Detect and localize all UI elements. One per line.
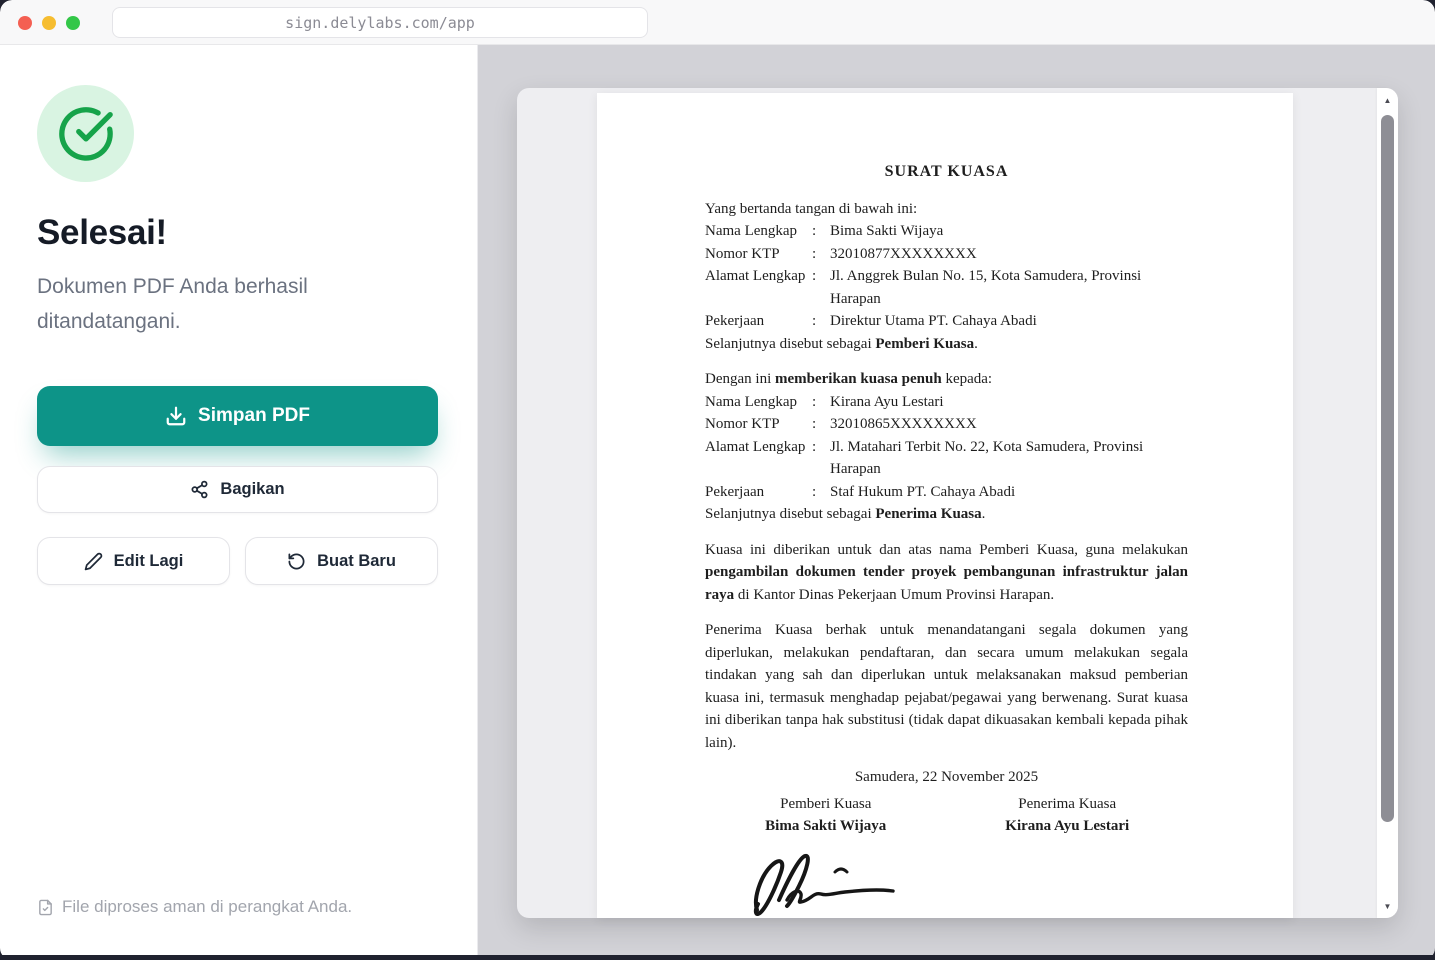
- party1-closing: Selanjutnya disebut sebagai Pemberi Kuasa.: [705, 335, 978, 352]
- row-colon: :: [812, 416, 817, 432]
- table-row: [705, 265, 1188, 310]
- row-value: Jl. Anggrek Bulan No. 15, Kota Samudera, Provinsi Harapan: [830, 268, 1142, 307]
- row-value: Staf Hukum PT. Cahaya Abadi: [830, 483, 1016, 500]
- scroll-up-icon[interactable]: ▲: [1383, 95, 1392, 105]
- date-line: Samudera, 22 November 2025: [854, 769, 1039, 785]
- table-row: [705, 243, 1188, 266]
- table-row: [705, 220, 1188, 243]
- row-label: Alamat Lengkap: [705, 268, 806, 284]
- maximize-window-button[interactable]: [66, 16, 80, 30]
- window-controls: [18, 16, 80, 30]
- authority-paragraph: Penerima Kuasa berhak untuk menandatangani segala dokumen yang diperlukan, melakukan pendaftaran, dan secara umum melakukan segala tindakan yang sah dan diperlukan untuk melaksanakan maksud pemberian kuasa ini, termasuk menghadap pejabat/pegawai yang berwenang. Surat kuasa ini diberikan tanpa hak substitusi (tidak dapat dikuasakan kembali kepada pihak lain).: [705, 622, 1188, 751]
- row-colon: :: [812, 245, 817, 262]
- secondary-actions: [37, 537, 438, 585]
- party2-closing: Selanjutnya disebut sebagai Penerima Kuasa.: [705, 506, 986, 522]
- close-window-button[interactable]: [18, 16, 32, 30]
- table-row: [705, 436, 1188, 481]
- row-label: Alamat Lengkap: [705, 438, 806, 455]
- download-icon: [165, 405, 187, 427]
- purpose-paragraph: Kuasa ini diberikan untuk dan atas nama Pemberi Kuasa, guna melakukan pengambilan dokumen tender proyek pembangunan infrastruktur jalan raya di Kantor Dinas Pekerjaan Umum Provinsi Harapan.: [705, 541, 1188, 603]
- rotate-ccw-icon: [287, 552, 306, 571]
- pencil-icon: [84, 552, 103, 571]
- table-row: [705, 413, 1188, 436]
- row-value: 32010877XXXXXXXX: [830, 245, 977, 262]
- row-label: Nomor KTP: [705, 416, 780, 432]
- share-label: Bagikan: [220, 480, 285, 498]
- signature-name: Kirana Ayu Lestari: [1005, 818, 1130, 834]
- signature-column-grantor: [705, 793, 947, 919]
- scroll-down-icon[interactable]: ▼: [1383, 901, 1392, 911]
- row-colon: :: [812, 313, 817, 329]
- browser-topbar: [0, 0, 1435, 45]
- document-title: SURAT KUASA: [884, 163, 1009, 180]
- scrollbar[interactable]: [1377, 88, 1398, 918]
- url-text: sign.delylabs.com/app: [285, 13, 475, 32]
- privacy-note-text: File diproses aman di perangkat Anda.: [62, 897, 353, 916]
- edit-again-button[interactable]: [37, 537, 230, 585]
- row-label: Nomor KTP: [705, 245, 780, 262]
- preview-pane: [478, 45, 1435, 955]
- row-label: Pekerjaan: [705, 483, 765, 500]
- url-input[interactable]: [112, 7, 648, 38]
- pdf-page: [597, 93, 1293, 918]
- signature-role: Penerima Kuasa: [1018, 795, 1117, 812]
- grant-line: Dengan ini memberikan kuasa penuh kepada:: [705, 371, 993, 387]
- check-circle-icon: [57, 105, 115, 163]
- row-label: Pekerjaan: [705, 313, 765, 329]
- page-title: Selesai!: [37, 213, 167, 252]
- row-colon: :: [812, 268, 817, 284]
- create-new-label: Buat Baru: [317, 551, 396, 570]
- save-pdf-button[interactable]: [37, 386, 438, 446]
- share-button[interactable]: [37, 466, 438, 513]
- row-value: 32010865XXXXXXXX: [830, 416, 977, 432]
- success-subtitle: Dokumen PDF Anda berhasil ditandatangani.: [37, 275, 308, 333]
- table-row: [705, 310, 1188, 333]
- signature-name: Bima Sakti Wijaya: [765, 818, 887, 834]
- minimize-window-button[interactable]: [42, 16, 56, 30]
- result-sidebar: [0, 45, 478, 955]
- save-pdf-label: Simpan PDF: [198, 405, 310, 426]
- create-new-button[interactable]: [245, 537, 438, 585]
- signature-columns: [705, 793, 1188, 919]
- signature-column-grantee: [947, 793, 1189, 919]
- row-colon: :: [812, 223, 817, 239]
- pdf-viewer: [517, 88, 1398, 918]
- file-check-icon: [37, 899, 54, 916]
- row-colon: :: [812, 438, 817, 455]
- row-label: Nama Lengkap: [705, 223, 798, 239]
- table-row: [705, 481, 1188, 504]
- signature-role: Pemberi Kuasa: [780, 795, 872, 812]
- row-value: Direktur Utama PT. Cahaya Abadi: [830, 313, 1037, 329]
- signature-scribble: [705, 848, 947, 919]
- table-row: [705, 391, 1188, 414]
- scrollbar-thumb[interactable]: [1381, 115, 1394, 822]
- row-value: Jl. Matahari Terbit No. 22, Kota Samudera, Provinsi Harapan: [830, 438, 1144, 477]
- share-icon: [190, 480, 209, 499]
- document-intro: Yang bertanda tangan di bawah ini:: [705, 200, 918, 217]
- row-label: Nama Lengkap: [705, 393, 798, 410]
- row-value: Bima Sakti Wijaya: [830, 223, 944, 239]
- row-colon: :: [812, 393, 817, 410]
- success-badge: [37, 85, 134, 182]
- row-value: Kirana Ayu Lestari: [830, 393, 944, 410]
- privacy-note: [37, 897, 352, 917]
- row-colon: :: [812, 483, 817, 500]
- edit-again-label: Edit Lagi: [113, 551, 184, 570]
